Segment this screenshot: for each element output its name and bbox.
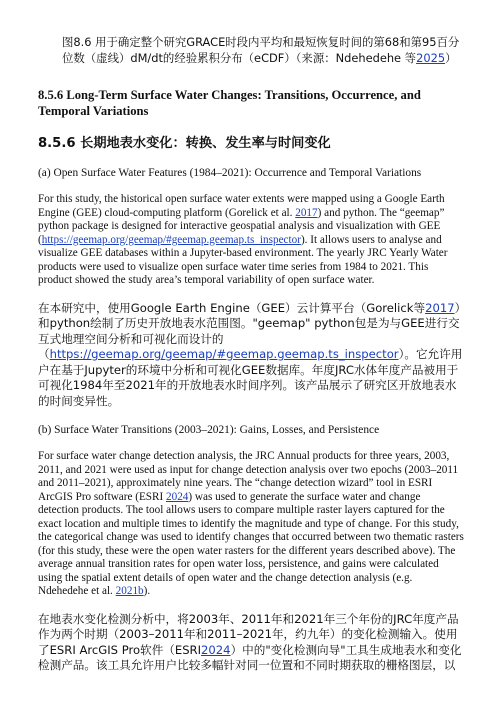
caption-text: 图8.6 用于确定整个研究GRACE时段内平均和最短恢复时间的第68和第95百分位数（虚线）dM/dt的经验累积分布（eCDF）（来源：Ndehedehe 等 — [62, 35, 460, 65]
citation-link-esri[interactable]: 2024 — [166, 490, 189, 503]
citation-link-gorelick-zh[interactable]: 2017 — [425, 300, 455, 315]
paragraph-open-water-chinese — [38, 301, 464, 410]
paragraph-text: ）。它允许用户在基于Jupyter的环境中分析和可视化GEE数据库。年度JRC水体年度产品被用于可视化1984年至2021年的开放地表水时间序列。该产品展示了研究区开放地表水的时间变异性。 — [38, 347, 463, 408]
paragraph-transitions-english — [38, 450, 464, 599]
caption-text-end: ） — [445, 51, 457, 65]
section-heading-chinese: 8.5.6 长期地表水变化：转换、发生率与时间变化 — [38, 136, 331, 151]
paragraph-text: For this study, the historical open surface water extents were mapped using a Google Earth Engine (GEE) cloud-computing platform (Gorelick et al. — [38, 193, 445, 219]
paragraph-text: 在地表水变化检测分析中，将2003年、2011年和2021年三个年份的JRC年度产品作为两个时期（2003–2011年和2011–2021年，约九年）的变化检测输入。使用了ESRI ArcGIS Pro软件（ESRI — [38, 611, 459, 657]
paragraph-text: 在本研究中，使用Google Earth Engine（GEE）云计算平台（Gorelick等 — [38, 300, 426, 315]
figure-caption — [62, 34, 464, 66]
paragraph-text: ）中的"变化检测向导"工具生成地表水和变化检测产品。该工具允许用户比较多幅针对同一位置和不同时期获取的栅格图层，以 — [38, 642, 462, 672]
citation-link-esri-zh[interactable]: 2024 — [201, 642, 231, 657]
subsection-b-heading: (b) Surface Water Transitions (2003–2021): Gains, Losses, and Persistence — [38, 424, 380, 436]
citation-link-ndehedehe[interactable]: 2021b — [115, 585, 144, 597]
paragraph-text: ) was used to generate the surface water and change detection products. The tool allows users to compare multiple raster layers captured for the exact location and multiple times to identify the magnitude and type of change. For this study, the categorical change was used to identify changes that occurred between two thematic rasters (for this study, these were the open water rasters for the different years described above). The average annual transition rates for open water loss, persistence, and gains were calculated using the spatial extent details of open water and the change detection analysis (e.g. Ndehedehe et al. — [38, 490, 464, 597]
paragraph-text: For surface water change detection analysis, the JRC Annual products for three years, 2003, 2011, and 2021 were used as input for change detection analysis over two epochs (2003–2011 and 2011–2021), approximately nine years. The “change detection wizard” tool in ESRI ArcGIS Pro software (ESRI — [38, 450, 459, 503]
section-heading-english: 8.5.6 Long-Term Surface Water Changes: Transitions, Occurrence, and Temporal Variations — [38, 88, 421, 118]
paragraph-open-water-english — [38, 193, 464, 288]
citation-link-gorelick[interactable]: 2017 — [295, 206, 318, 219]
paragraph-text: ）和python绘制了历史开放地表水范围图。"geemap" python包是为与GEE进行交互式地理空间分析和可视化而设计的（ — [38, 300, 461, 361]
caption-citation-link[interactable]: 2025 — [416, 51, 446, 65]
subsection-a-heading: (a) Open Surface Water Features (1984–2021): Occurrence and Temporal Variations — [38, 167, 422, 179]
geemap-url-link[interactable]: https://geemap.org/geemap/#geemap.geemap.ts_inspector — [41, 233, 301, 246]
paragraph-text: ). — [143, 585, 151, 597]
paragraph-text: ) and python. The “geemap” python package is designed for interactive geospatial analysis and visualization with GEE ( — [38, 206, 445, 246]
geemap-url-link-zh[interactable]: https://geemap.org/geemap/#geemap.geemap.ts_inspector — [49, 347, 399, 361]
paragraph-text: ). It allows users to analyse and visualize GEE databases within a Jupyter-based environment. The yearly JRC Yearly Water products were used to visualize open surface water time series from 1984 to 2021. This product showed the study area’s temporal variability of open surface water. — [38, 233, 448, 286]
paragraph-transitions-chinese — [38, 612, 464, 674]
